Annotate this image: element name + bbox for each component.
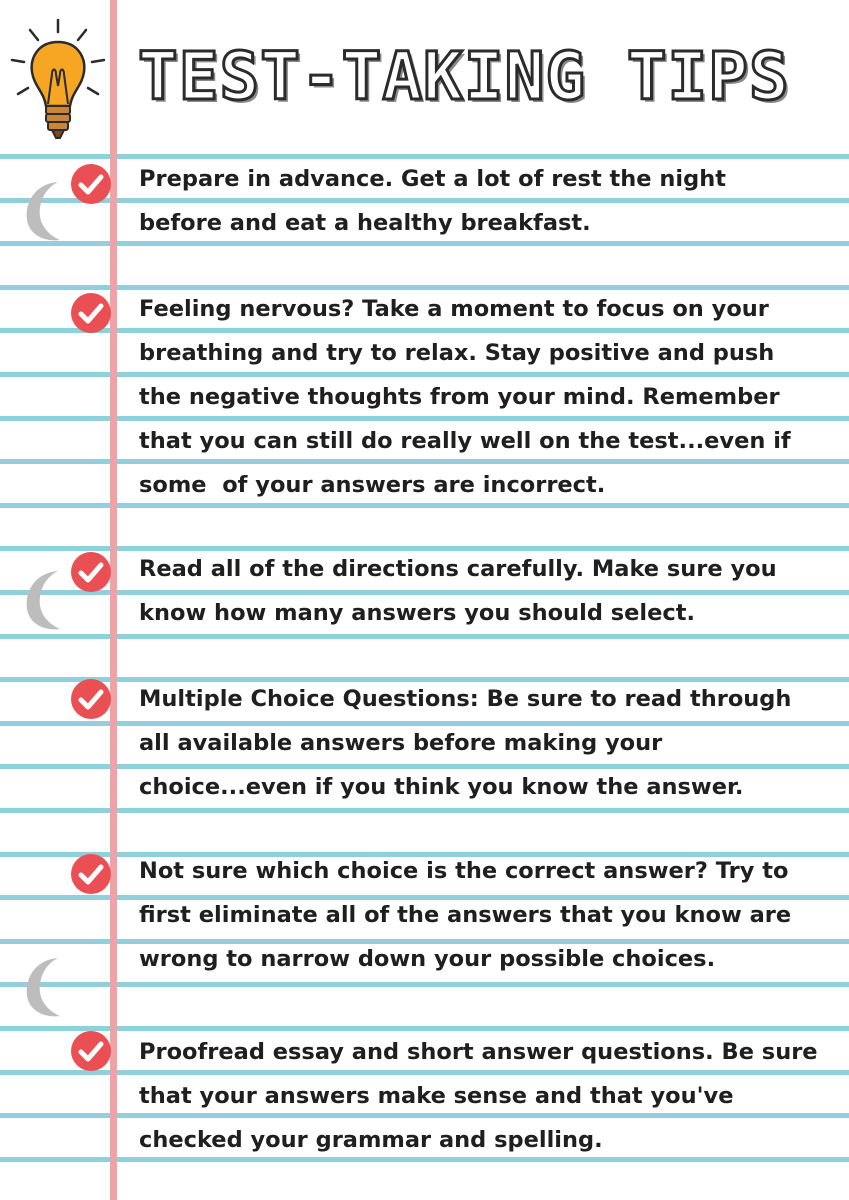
check-circle-icon [70,292,112,334]
page-title: TEST-TAKING TIPS [138,38,790,115]
tip-text: Feeling nervous? Take a moment to focus on your breathing and try to relax. Stay positive and push the negative thoughts from your mind. Remember that you can still do really well on the test...even if some of your answers are incorrect. [139,296,791,498]
check-circle-icon [70,1030,112,1072]
check-circle-icon [70,163,112,205]
binder-ring-icon [18,565,68,635]
tip-text: Prepare in advance. Get a lot of rest the night before and eat a healthy breakfast. [139,166,727,236]
tip-text: Read all of the directions carefully. Make sure you know how many answers you should select. [139,556,777,626]
tip-text: Multiple Choice Questions: Be sure to read through all available answers before making your choice...even if you think you know the answer. [139,686,792,800]
tip-text: Not sure which choice is the correct answer? Try to first eliminate all of the answers that you know are wrong to narrow down your possible choices. [139,858,792,972]
tip-text: Proofread essay and short answer questions. Be sure that your answers make sense and that you've checked your grammar and spelling. [139,1039,818,1153]
check-circle-icon [70,551,112,593]
ruled-line [0,982,849,987]
check-circle-icon [70,678,112,720]
lightbulb-icon [8,16,108,151]
binder-ring-icon [18,176,68,246]
check-circle-icon [70,853,112,895]
binder-ring-icon [18,952,68,1022]
